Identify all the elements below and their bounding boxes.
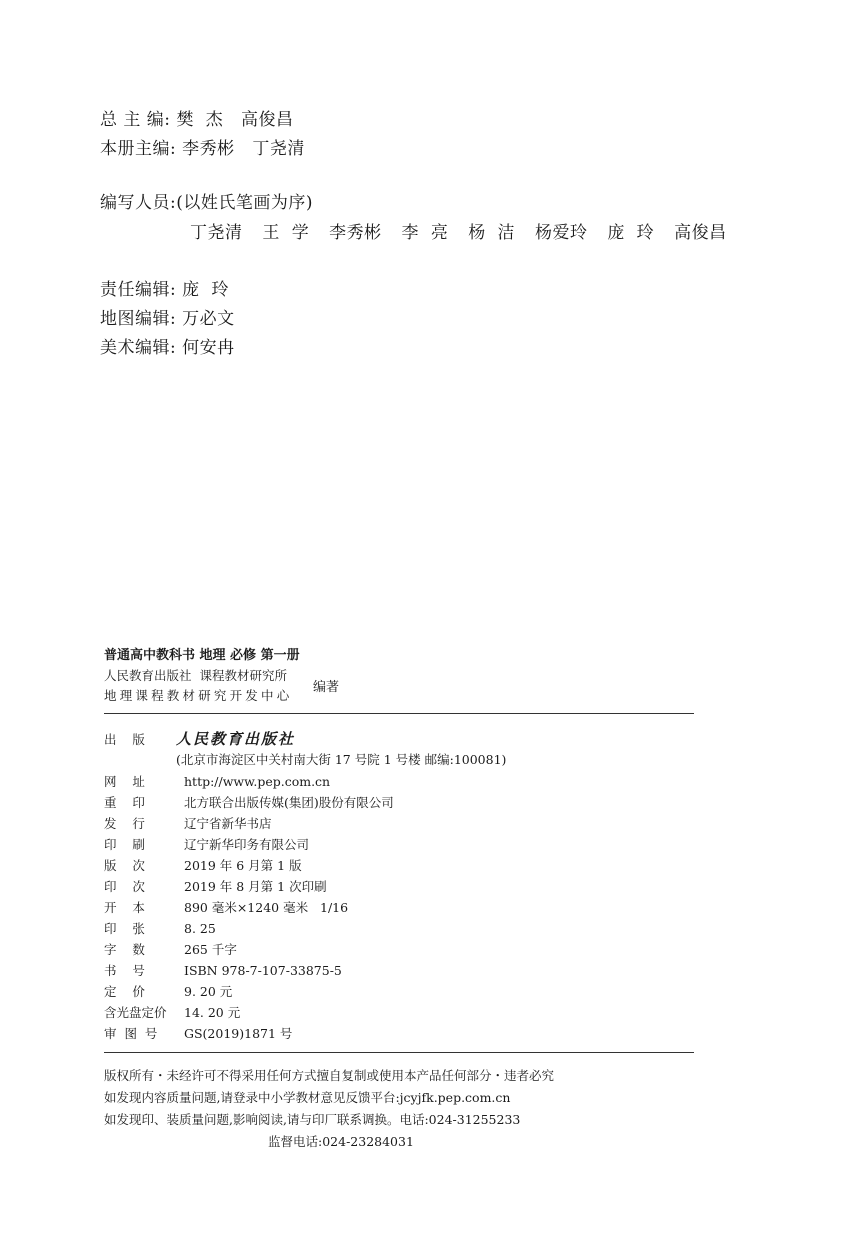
imprint-row xyxy=(104,940,237,958)
writer-name: 丁尧清 xyxy=(190,223,243,243)
publisher-row xyxy=(104,728,295,746)
chief-editor-line xyxy=(100,105,293,130)
writers-label: 编写人员:(以姓氏笔画为序) xyxy=(100,193,313,213)
compiled-suffix: 编著 xyxy=(313,680,340,695)
price-value: 9. 20 元 xyxy=(184,984,233,999)
imprint-value: 8. 25 xyxy=(184,921,216,936)
imprint-row xyxy=(104,814,272,832)
imprint-key: 发 行 xyxy=(104,816,145,831)
imprint-key: 版 次 xyxy=(104,858,145,873)
writer-name: 杨 洁 xyxy=(468,223,516,243)
art-editor-line xyxy=(100,333,235,358)
imprint-row xyxy=(104,919,216,937)
imprint-key: 网 址 xyxy=(104,774,145,789)
supervision-phone: 监督电话:024-23284031 xyxy=(268,1134,414,1149)
imprint-row xyxy=(104,982,232,1000)
writers-list xyxy=(190,218,741,243)
imprint-row xyxy=(104,877,327,895)
imprint-row xyxy=(104,1024,292,1042)
responsible-editor-name: 庞 玲 xyxy=(182,280,229,300)
volume-editor-line xyxy=(100,134,305,159)
book-title: 普通高中教科书 地理 必修 第一册 xyxy=(104,648,300,663)
imprint-key: 重 印 xyxy=(104,795,145,810)
responsible-editor-label: 责任编辑: xyxy=(100,280,177,300)
isbn-value: ISBN 978-7-107-33875-5 xyxy=(184,963,342,978)
imprint-row xyxy=(104,1003,240,1021)
publisher-address: (北京市海淀区中关村南大街 17 号院 1 号楼 邮编:100081) xyxy=(176,752,507,767)
imprint-row xyxy=(104,793,394,811)
imprint-key: 印 刷 xyxy=(104,837,145,852)
imprint-value: 2019 年 8 月第 1 次印刷 xyxy=(184,879,327,894)
copyright-notice: 版权所有・未经许可不得采用任何方式擅自复制或使用本产品任何部分・违者必究 xyxy=(104,1068,555,1083)
imprint-key: 含光盘定价 xyxy=(104,1005,167,1020)
divider-top xyxy=(104,713,694,714)
volume-editor-names: 李秀彬 丁尧清 xyxy=(182,139,305,159)
map-review-number: GS(2019)1871 号 xyxy=(184,1026,293,1041)
compiler-line-1: 人民教育出版社 课程教材研究所 xyxy=(104,668,287,683)
writer-name: 王 学 xyxy=(262,223,310,243)
writer-name: 李 亮 xyxy=(401,223,449,243)
imprint-key: 定 价 xyxy=(104,984,145,999)
art-editor-label: 美术编辑: xyxy=(100,338,177,358)
publisher-logo-mark: 人民教育出版社 xyxy=(175,730,295,748)
compiler-line-2: 地理课程教材研究开发中心 xyxy=(104,688,293,703)
imprint-key: 印 次 xyxy=(104,879,145,894)
map-editor-name: 万必文 xyxy=(182,309,235,329)
imprint-value: 265 千字 xyxy=(184,942,237,957)
imprint-value: 辽宁新华印务有限公司 xyxy=(184,837,310,852)
map-editor-label: 地图编辑: xyxy=(100,309,177,329)
publisher-label: 出 版 xyxy=(104,732,145,747)
imprint-row xyxy=(104,898,348,916)
imprint-key: 开 本 xyxy=(104,900,145,915)
print-issue-notice: 如发现印、装质量问题,影响阅读,请与印厂联系调换。电话:024-31255233 xyxy=(104,1112,521,1127)
content-issue-notice: 如发现内容质量问题,请登录中小学教材意见反馈平台:jcyjfk.pep.com.cn xyxy=(104,1090,511,1105)
writer-name: 高俊昌 xyxy=(674,223,727,243)
chief-editor-names: 樊 杰 高俊昌 xyxy=(176,110,294,130)
imprint-value: 北方联合出版传媒(集团)股份有限公司 xyxy=(184,795,394,810)
imprint-key: 印 张 xyxy=(104,921,145,936)
imprint-key: 书 号 xyxy=(104,963,145,978)
imprint-row xyxy=(104,835,309,853)
imprint-row xyxy=(104,772,330,790)
cd-price-value: 14. 20 元 xyxy=(184,1005,241,1020)
volume-editor-label: 本册主编: xyxy=(100,139,177,159)
responsible-editor-line xyxy=(100,275,229,300)
chief-editor-label: 总 主 编: xyxy=(100,110,171,130)
divider-bottom xyxy=(104,1052,694,1053)
imprint-row xyxy=(104,856,302,874)
writer-name: 李秀彬 xyxy=(329,223,382,243)
imprint-value: 890 毫米×1240 毫米 1/16 xyxy=(184,900,349,915)
writer-name: 杨爱玲 xyxy=(534,223,588,243)
art-editor-name: 何安冉 xyxy=(182,338,235,358)
writer-name: 庞 玲 xyxy=(607,223,655,243)
map-editor-line xyxy=(100,304,235,329)
website-link[interactable]: http://www.pep.com.cn xyxy=(184,774,331,789)
imprint-row xyxy=(104,961,342,979)
imprint-value: 2019 年 6 月第 1 版 xyxy=(184,858,302,873)
imprint-key: 审 图 号 xyxy=(104,1026,158,1041)
imprint-key: 字 数 xyxy=(104,942,145,957)
imprint-value: 辽宁省新华书店 xyxy=(184,816,272,831)
